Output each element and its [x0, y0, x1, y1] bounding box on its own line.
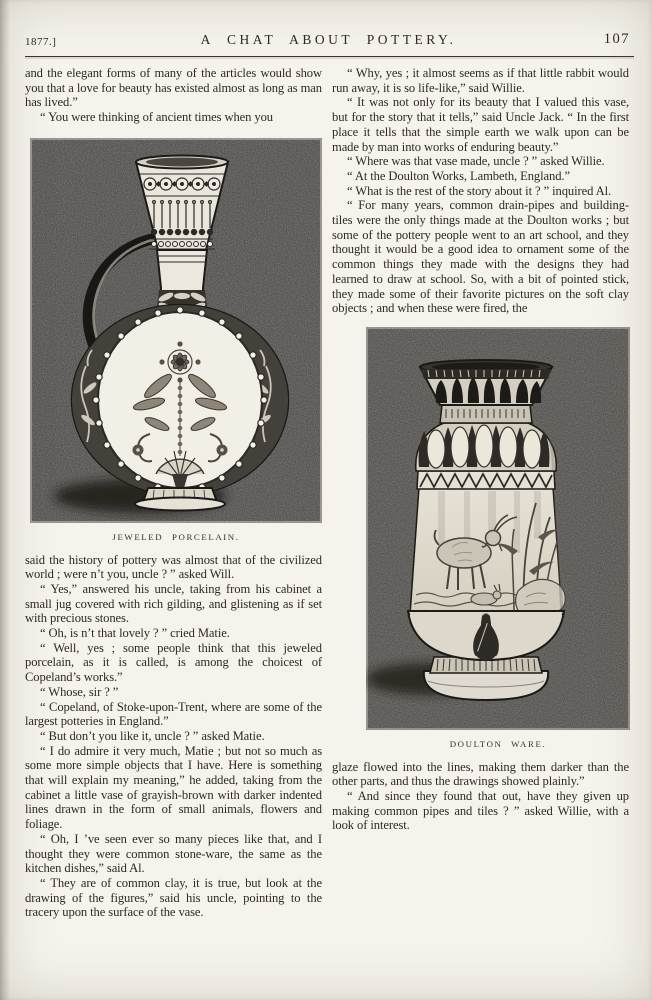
paragraph: “ It was not only for its beauty that I valued this vase, but for the story that it tells,” said Uncle Jack. “ In the first place it tells that the simple earth we walk upon can be made by man into works of enduring beauty.” — [332, 95, 629, 154]
left-column — [25, 66, 322, 920]
paragraph: “ And since they found that out, have they given up making common pipes and tiles ? ” asked Willie, with a look of interest. — [332, 789, 629, 833]
paragraph: “ Whose, sir ? ” — [40, 684, 119, 699]
paragraph: “ Oh, I ’ve seen ever so many pieces like that, and I thought they were common stone-ware, the same as the kitchen dishes,” said Al. — [25, 831, 322, 876]
paragraph: “ You were thinking of ancient times when you — [40, 110, 273, 125]
paragraph: “ Copeland, of Stoke-upon-Trent, where are some of the largest potteries in England.” — [25, 699, 322, 729]
paragraph: “ Well, yes ; some people think that this jeweled porcelain, as it is called, is among the choicest of Copeland’s works.” — [25, 640, 322, 685]
mouth-bead-row — [152, 241, 213, 246]
paragraph: said the history of pottery was almost that of the civilized world ; were n’t you, uncle ? ” asked Will. — [25, 552, 322, 582]
paragraph: “ Where was that vase made, uncle ? ” asked Willie. — [347, 154, 605, 169]
page-title: A CHAT ABOUT POTTERY. — [200, 32, 457, 47]
header-rule — [25, 56, 634, 57]
paragraph: “ Why, yes ; it almost seems as if that little rabbit would run away, it is so life-like,” said Willie. — [332, 66, 629, 95]
paragraph: and the elegant forms of many of the articles would show you that a love for beauty has existed almost as long as man has lived.” — [25, 66, 322, 110]
right-column — [332, 66, 629, 920]
running-header — [25, 31, 632, 51]
doulton-ware-caption: DOULTON WARE. — [449, 738, 547, 749]
header-year: 1877.] — [25, 36, 57, 48]
jeweled-porcelain-engraving — [30, 138, 322, 523]
doulton-ware-figure — [366, 327, 630, 752]
page-number: 107 — [603, 31, 630, 47]
text-columns — [25, 66, 630, 920]
doulton-ware-engraving — [366, 327, 630, 730]
paragraph: “ But don’t you like it, uncle ? ” asked Matie. — [40, 728, 265, 743]
shoulder-egg-band — [419, 425, 550, 468]
paragraph: “ For many years, common drain-pipes and building-tiles were the only things made at the Doulton works ; but some of the pottery people went to an art school, and they thought it would be a good idea to ornament some of the common things they made with the designs they had learned to draw at school. So, with a bit of pointed stick, they made some of their favorite pictures on the soft clay objects ; and when these were fired, the — [332, 198, 629, 316]
paragraph: “ They are of common clay, it is true, but look at the drawing of the figures,” said his uncle, pointing to the tracery upon the surface of the vase. — [25, 875, 322, 920]
paragraph: glaze flowed into the lines, making them darker than the other parts, and thus the drawings showed plainly.” — [332, 759, 629, 789]
paragraph: “ I do admire it very much, Matie ; but not so much as some more simple objects that I have. Here is something that will explain my meaning,” he added, taking from the cabinet a little vase of grayish-brown with darker indented lines drawn in the form of small animals, flowers and foliage. — [25, 743, 322, 832]
paragraph: “ Yes,” answered his uncle, taking from his cabinet a small jug covered with rich gilding, and glistening as if set with precious stones. — [25, 581, 322, 626]
paragraph: “ At the Doulton Works, Lambeth, England.” — [347, 168, 570, 183]
paragraph: “ What is the rest of the story about it ? ” inquired Al. — [347, 183, 612, 198]
jeweled-porcelain-figure — [30, 138, 322, 545]
paragraph: “ Oh, is n’t that lovely ? ” cried Matie. — [40, 626, 230, 641]
jeweled-porcelain-caption: JEWELED PORCELAIN. — [112, 531, 240, 542]
